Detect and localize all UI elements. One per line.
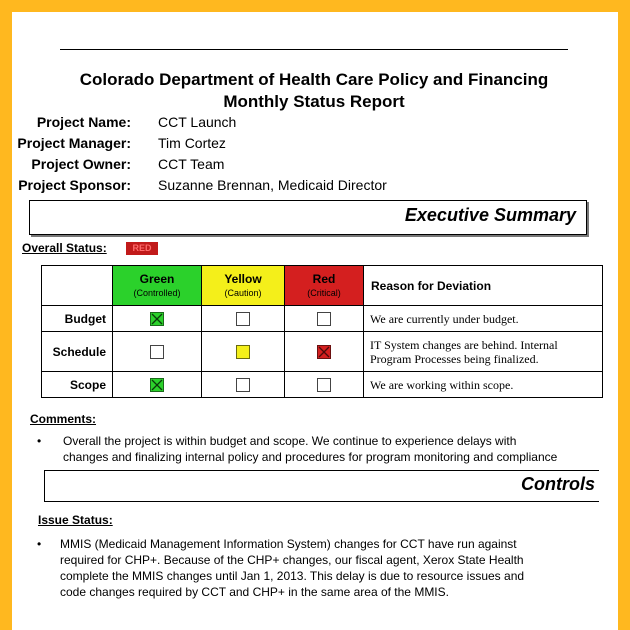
status-table-header <box>42 266 603 306</box>
table-row-schedule <box>42 332 603 372</box>
issue-status-label: Issue Status: <box>38 513 113 527</box>
table-row-scope <box>42 372 603 398</box>
scope-red-cell <box>285 372 364 398</box>
overall-status-badge: RED <box>126 242 158 255</box>
top-divider <box>60 49 568 50</box>
overall-status-label: Overall Status: <box>22 241 107 255</box>
project-sponsor-row <box>12 175 616 195</box>
header-yellow-label: Yellow <box>224 271 262 286</box>
row-label-schedule: Schedule <box>42 332 113 372</box>
controls-banner <box>44 470 599 502</box>
budget-yellow-cell <box>202 306 285 332</box>
title-line-1: Colorado Department of Health Care Policy and Financing <box>79 70 549 89</box>
scope-green-cell <box>113 372 202 398</box>
header-red-sub: (Critical) <box>307 287 341 298</box>
budget-reason-line1: We are currently under budget. <box>370 311 519 326</box>
project-manager-label: Project Manager: <box>17 135 131 151</box>
budget-yellow-checkbox[interactable] <box>236 312 250 326</box>
header-yellow <box>202 266 285 306</box>
header-green-sub: (Controlled) <box>133 287 181 298</box>
header-red <box>285 266 364 306</box>
schedule-green-checkbox[interactable] <box>150 345 164 359</box>
comments-text <box>63 433 557 465</box>
scope-yellow-cell <box>202 372 285 398</box>
bullet-dot: • <box>37 434 42 448</box>
header-green-label: Green <box>139 271 175 286</box>
budget-red-checkbox[interactable] <box>317 312 331 326</box>
header-yellow-sub: (Caution) <box>224 287 262 298</box>
project-sponsor-value: Suzanne Brennan, Medicaid Director <box>158 177 387 193</box>
project-manager-value: Tim Cortez <box>158 135 226 151</box>
executive-summary-banner <box>29 200 587 235</box>
report-title <box>12 69 616 113</box>
project-owner-value: CCT Team <box>158 156 225 172</box>
header-blank-cell <box>42 266 113 306</box>
row-label-budget: Budget <box>42 306 113 332</box>
bullet-dot: • <box>37 537 42 551</box>
status-table <box>41 265 603 398</box>
project-manager-row <box>12 133 616 153</box>
schedule-reason-line2: Program Processes being finalized. <box>370 351 539 366</box>
project-owner-label: Project Owner: <box>31 156 131 172</box>
comments-line-2: changes and finalizing internal policy and procedures for program monitoring and compliance <box>63 450 558 464</box>
schedule-red-cell <box>285 332 364 372</box>
title-line-2: Monthly Status Report <box>223 92 405 111</box>
schedule-yellow-cell <box>202 332 285 372</box>
scope-red-checkbox[interactable] <box>317 378 331 392</box>
schedule-reason-line1: IT System changes are behind. Internal <box>370 337 558 352</box>
header-green <box>113 266 202 306</box>
comments-line-1: Overall the project is within budget and scope. We continue to experience delays with <box>63 434 517 448</box>
reason-header: Reason for Deviation <box>364 266 603 306</box>
project-sponsor-label: Project Sponsor: <box>18 177 131 193</box>
scope-yellow-checkbox[interactable] <box>236 378 250 392</box>
header-red-label: Red <box>312 271 336 286</box>
scope-green-checkbox[interactable] <box>150 378 164 392</box>
controls-heading: Controls <box>521 474 595 494</box>
table-row-budget <box>42 306 603 332</box>
executive-summary-heading: Executive Summary <box>404 205 576 225</box>
budget-green-cell <box>113 306 202 332</box>
project-name-label: Project Name: <box>36 114 131 130</box>
scope-reason-line1: We are working within scope. <box>370 377 514 392</box>
schedule-reason <box>364 332 603 372</box>
budget-reason <box>364 306 603 332</box>
project-owner-row <box>12 154 616 174</box>
issue-line-1: MMIS (Medicaid Management Information System) changes for CCT have run against <box>60 537 517 551</box>
scope-reason <box>364 372 603 398</box>
issue-line-4: code changes required by CCT and CHP+ in the same area of the MMIS. <box>60 585 449 599</box>
project-name-row <box>12 112 616 132</box>
schedule-red-checkbox[interactable] <box>317 345 331 359</box>
comments-label: Comments: <box>30 412 97 426</box>
project-name-value: CCT Launch <box>158 114 237 130</box>
report-page <box>12 12 618 630</box>
issue-text <box>60 536 524 600</box>
row-label-scope: Scope <box>42 372 113 398</box>
budget-green-checkbox[interactable] <box>150 312 164 326</box>
schedule-green-cell <box>113 332 202 372</box>
budget-red-cell <box>285 306 364 332</box>
issue-line-3: complete the MMIS changes until Jan 1, 2013. This delay is due to resource issues and <box>60 569 525 583</box>
issue-line-2: required for CHP+. Because of the CHP+ changes, our fiscal agent, Xerox State Health <box>60 553 524 567</box>
schedule-yellow-checkbox[interactable] <box>236 345 250 359</box>
